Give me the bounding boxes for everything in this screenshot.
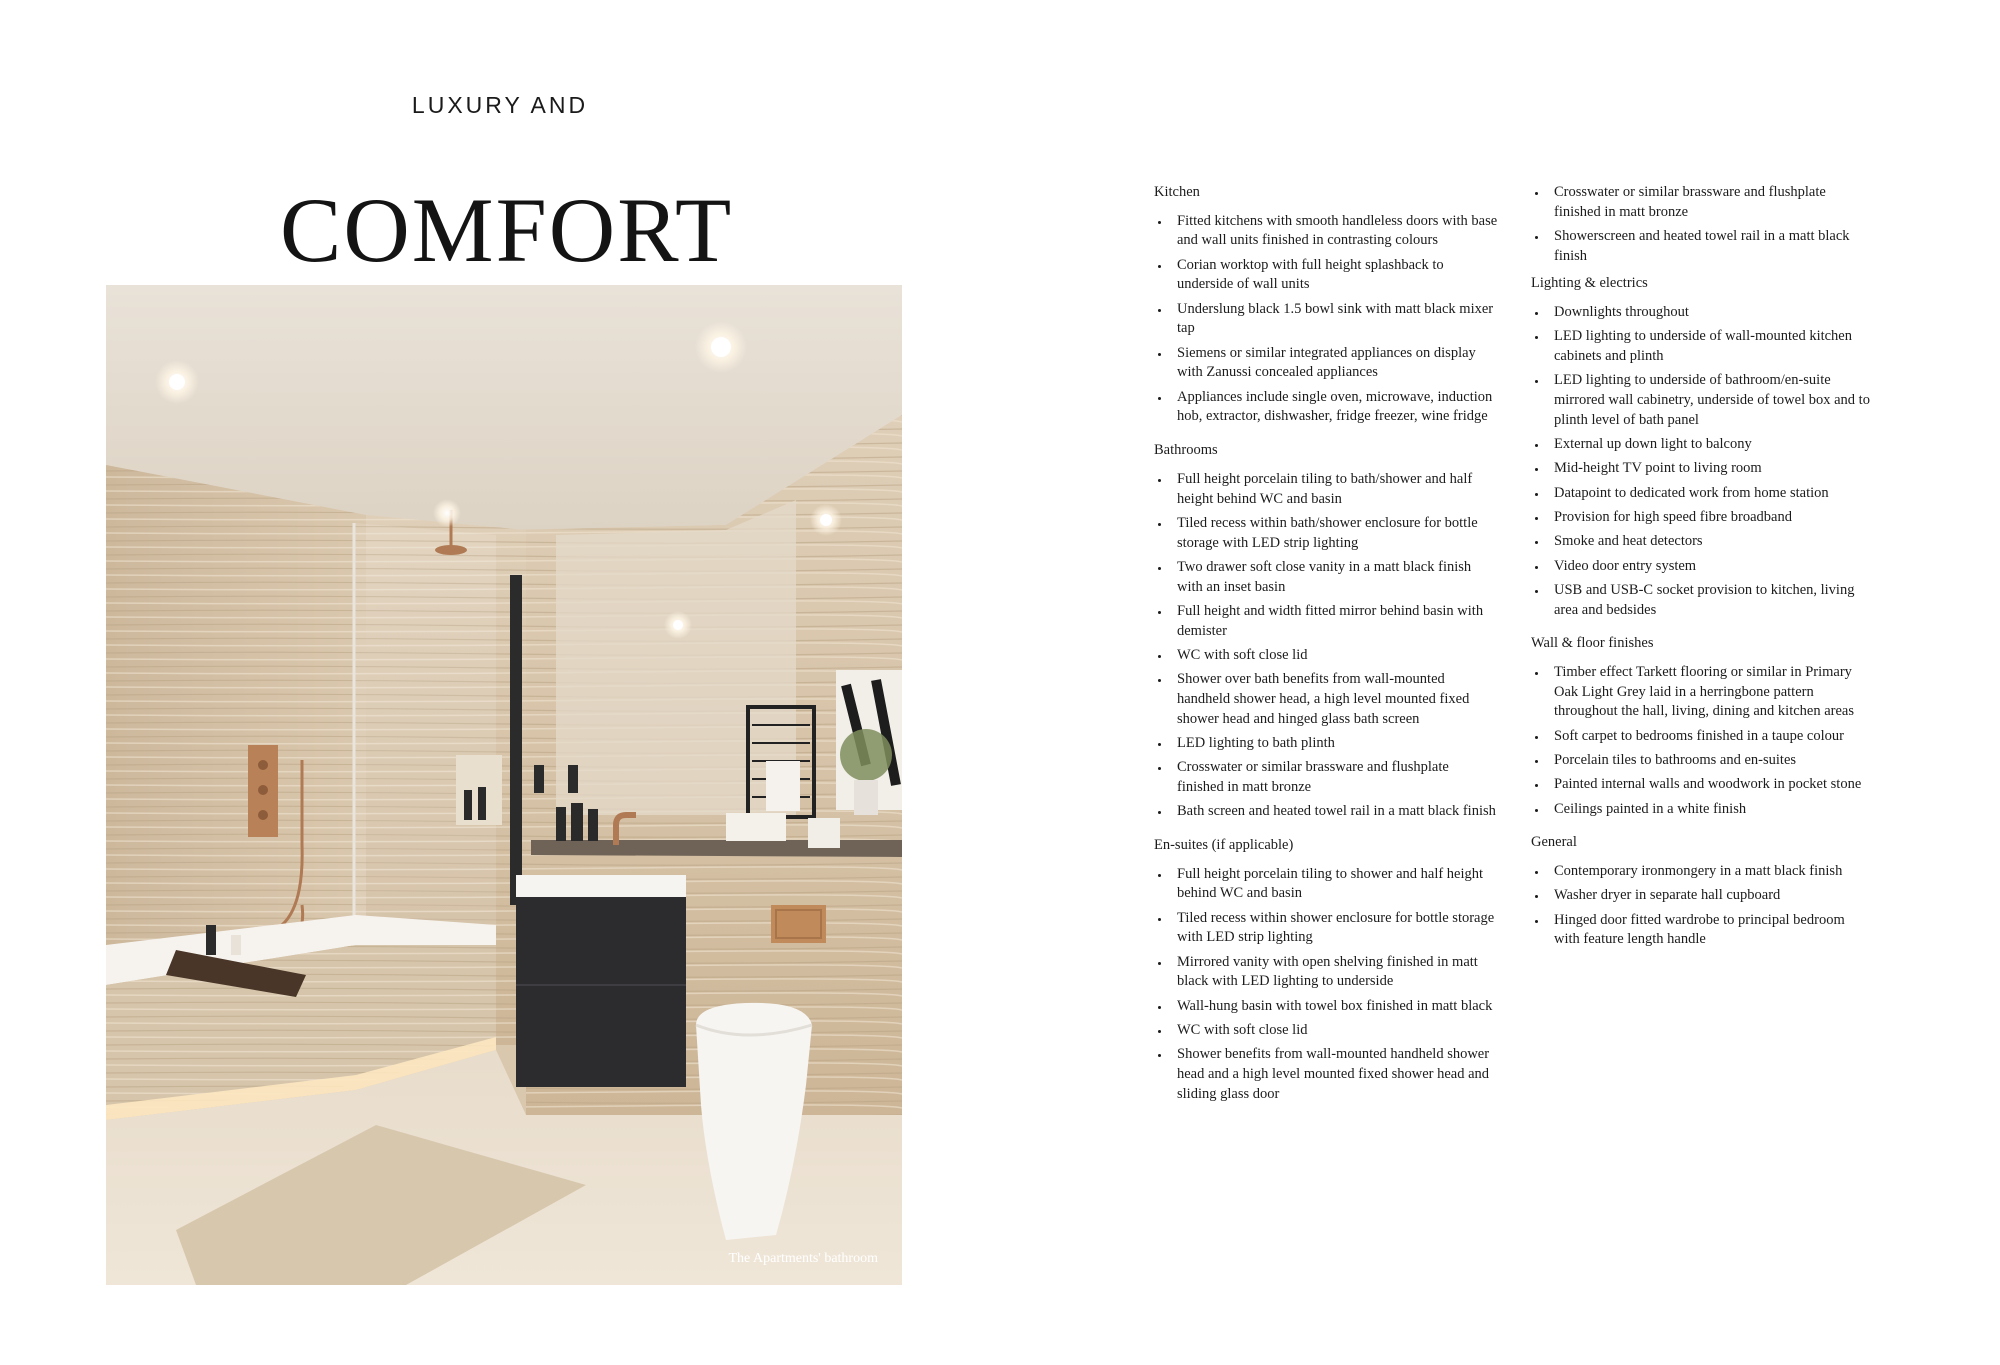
list-item: Mirrored vanity with open shelving finished in matt black with LED lighting to underside [1154, 953, 1499, 992]
spec-column-left [1154, 183, 1499, 1118]
list-item: Two drawer soft close vanity in a matt black finish with an inset basin [1154, 558, 1499, 597]
general-list [1531, 862, 1871, 950]
list-item: Underslung black 1.5 bowl sink with matt black mixer tap [1154, 300, 1499, 339]
list-item: Hinged door fitted wardrobe to principal bedroom with feature length handle [1531, 911, 1871, 950]
bathrooms-section [1154, 441, 1499, 822]
list-item: Soft carpet to bedrooms finished in a taupe colour [1531, 727, 1871, 747]
ensuites-list [1154, 865, 1499, 1105]
finishes-heading: Wall & floor finishes [1531, 635, 1654, 652]
bathroom-illustration [106, 285, 902, 1285]
list-item: Ceilings painted in a white finish [1531, 800, 1871, 820]
list-item: Appliances include single oven, microwave, induction hob, extractor, dishwasher, fridge freezer, wine fridge [1154, 388, 1499, 427]
kitchen-list [1154, 212, 1499, 427]
list-item: Porcelain tiles to bathrooms and en-suites [1531, 751, 1871, 771]
list-item: Full height porcelain tiling to shower and half height behind WC and basin [1154, 865, 1499, 904]
list-item: LED lighting to underside of bathroom/en-suite mirrored wall cabinetry, underside of towel box and to plinth level of bath panel [1531, 371, 1871, 430]
list-item: WC with soft close lid [1154, 646, 1499, 666]
list-item: Bath screen and heated towel rail in a matt black finish [1154, 802, 1499, 822]
list-item: Crosswater or similar brassware and flushplate finished in matt bronze [1531, 183, 1871, 222]
list-item: Smoke and heat detectors [1531, 532, 1871, 552]
list-item: Downlights throughout [1531, 303, 1871, 323]
lighting-heading: Lighting & electrics [1531, 275, 1648, 292]
list-item: Shower benefits from wall-mounted handheld shower head and a high level mounted fixed shower head and sliding glass door [1154, 1045, 1499, 1104]
list-item: Tiled recess within shower enclosure for bottle storage with LED strip lighting [1154, 909, 1499, 948]
list-item: WC with soft close lid [1154, 1021, 1499, 1041]
ensuites-heading: En-suites (if applicable) [1154, 836, 1294, 853]
photo-caption: The Apartments' bathroom [728, 1251, 878, 1266]
finishes-list [1531, 663, 1871, 819]
list-item: Siemens or similar integrated appliances on display with Zanussi concealed appliances [1154, 344, 1499, 383]
list-item: Full height and width fitted mirror behind basin with demister [1154, 602, 1499, 641]
general-section [1531, 833, 1871, 950]
list-item: Video door entry system [1531, 557, 1871, 577]
list-item: Mid-height TV point to living room [1531, 459, 1871, 479]
list-item: Datapoint to dedicated work from home station [1531, 484, 1871, 504]
kitchen-heading: Kitchen [1154, 184, 1200, 200]
lighting-section [1531, 274, 1871, 620]
finishes-section [1531, 634, 1871, 819]
list-item: Full height porcelain tiling to bath/shower and half height behind WC and basin [1154, 470, 1499, 509]
bathrooms-heading: Bathrooms [1154, 442, 1218, 459]
page-title: COMFORT [280, 178, 734, 281]
list-item: Timber effect Tarkett flooring or similar in Primary Oak Light Grey laid in a herringbone pattern throughout the hall, living, dining and kitchen areas [1531, 663, 1871, 722]
kitchen-section [1154, 183, 1499, 427]
bathroom-photo [106, 285, 902, 1285]
list-item: Showerscreen and heated towel rail in a matt black finish [1531, 227, 1871, 266]
general-heading: General [1531, 834, 1577, 851]
list-item: Contemporary ironmongery in a matt black finish [1531, 862, 1871, 882]
list-item: LED lighting to underside of wall-mounted kitchen cabinets and plinth [1531, 327, 1871, 366]
list-item: External up down light to balcony [1531, 435, 1871, 455]
list-item: Wall-hung basin with towel box finished in matt black [1154, 997, 1499, 1017]
ensuites-section [1154, 836, 1499, 1104]
list-item: Provision for high speed fibre broadband [1531, 508, 1871, 528]
lighting-list [1531, 303, 1871, 620]
ensuites-list-continued [1531, 183, 1871, 266]
header-kicker: LUXURY AND [411, 92, 589, 118]
list-item: Corian worktop with full height splashback to underside of wall units [1154, 256, 1499, 295]
bathrooms-list [1154, 470, 1499, 822]
list-item: Tiled recess within bath/shower enclosure for bottle storage with LED strip lighting [1154, 514, 1499, 553]
list-item: Crosswater or similar brassware and flushplate finished in matt bronze [1154, 758, 1499, 797]
list-item: Painted internal walls and woodwork in pocket stone [1531, 775, 1871, 795]
list-item: Washer dryer in separate hall cupboard [1531, 886, 1871, 906]
list-item: Fitted kitchens with smooth handleless doors with base and wall units finished in contrasting colours [1154, 212, 1499, 251]
list-item: LED lighting to bath plinth [1154, 734, 1499, 754]
spec-column-right [1531, 183, 1871, 964]
list-item: USB and USB-C socket provision to kitchen, living area and bedsides [1531, 581, 1871, 620]
list-item: Shower over bath benefits from wall-mounted handheld shower head, a high level mounted fixed shower head and hinged glass bath screen [1154, 670, 1499, 729]
